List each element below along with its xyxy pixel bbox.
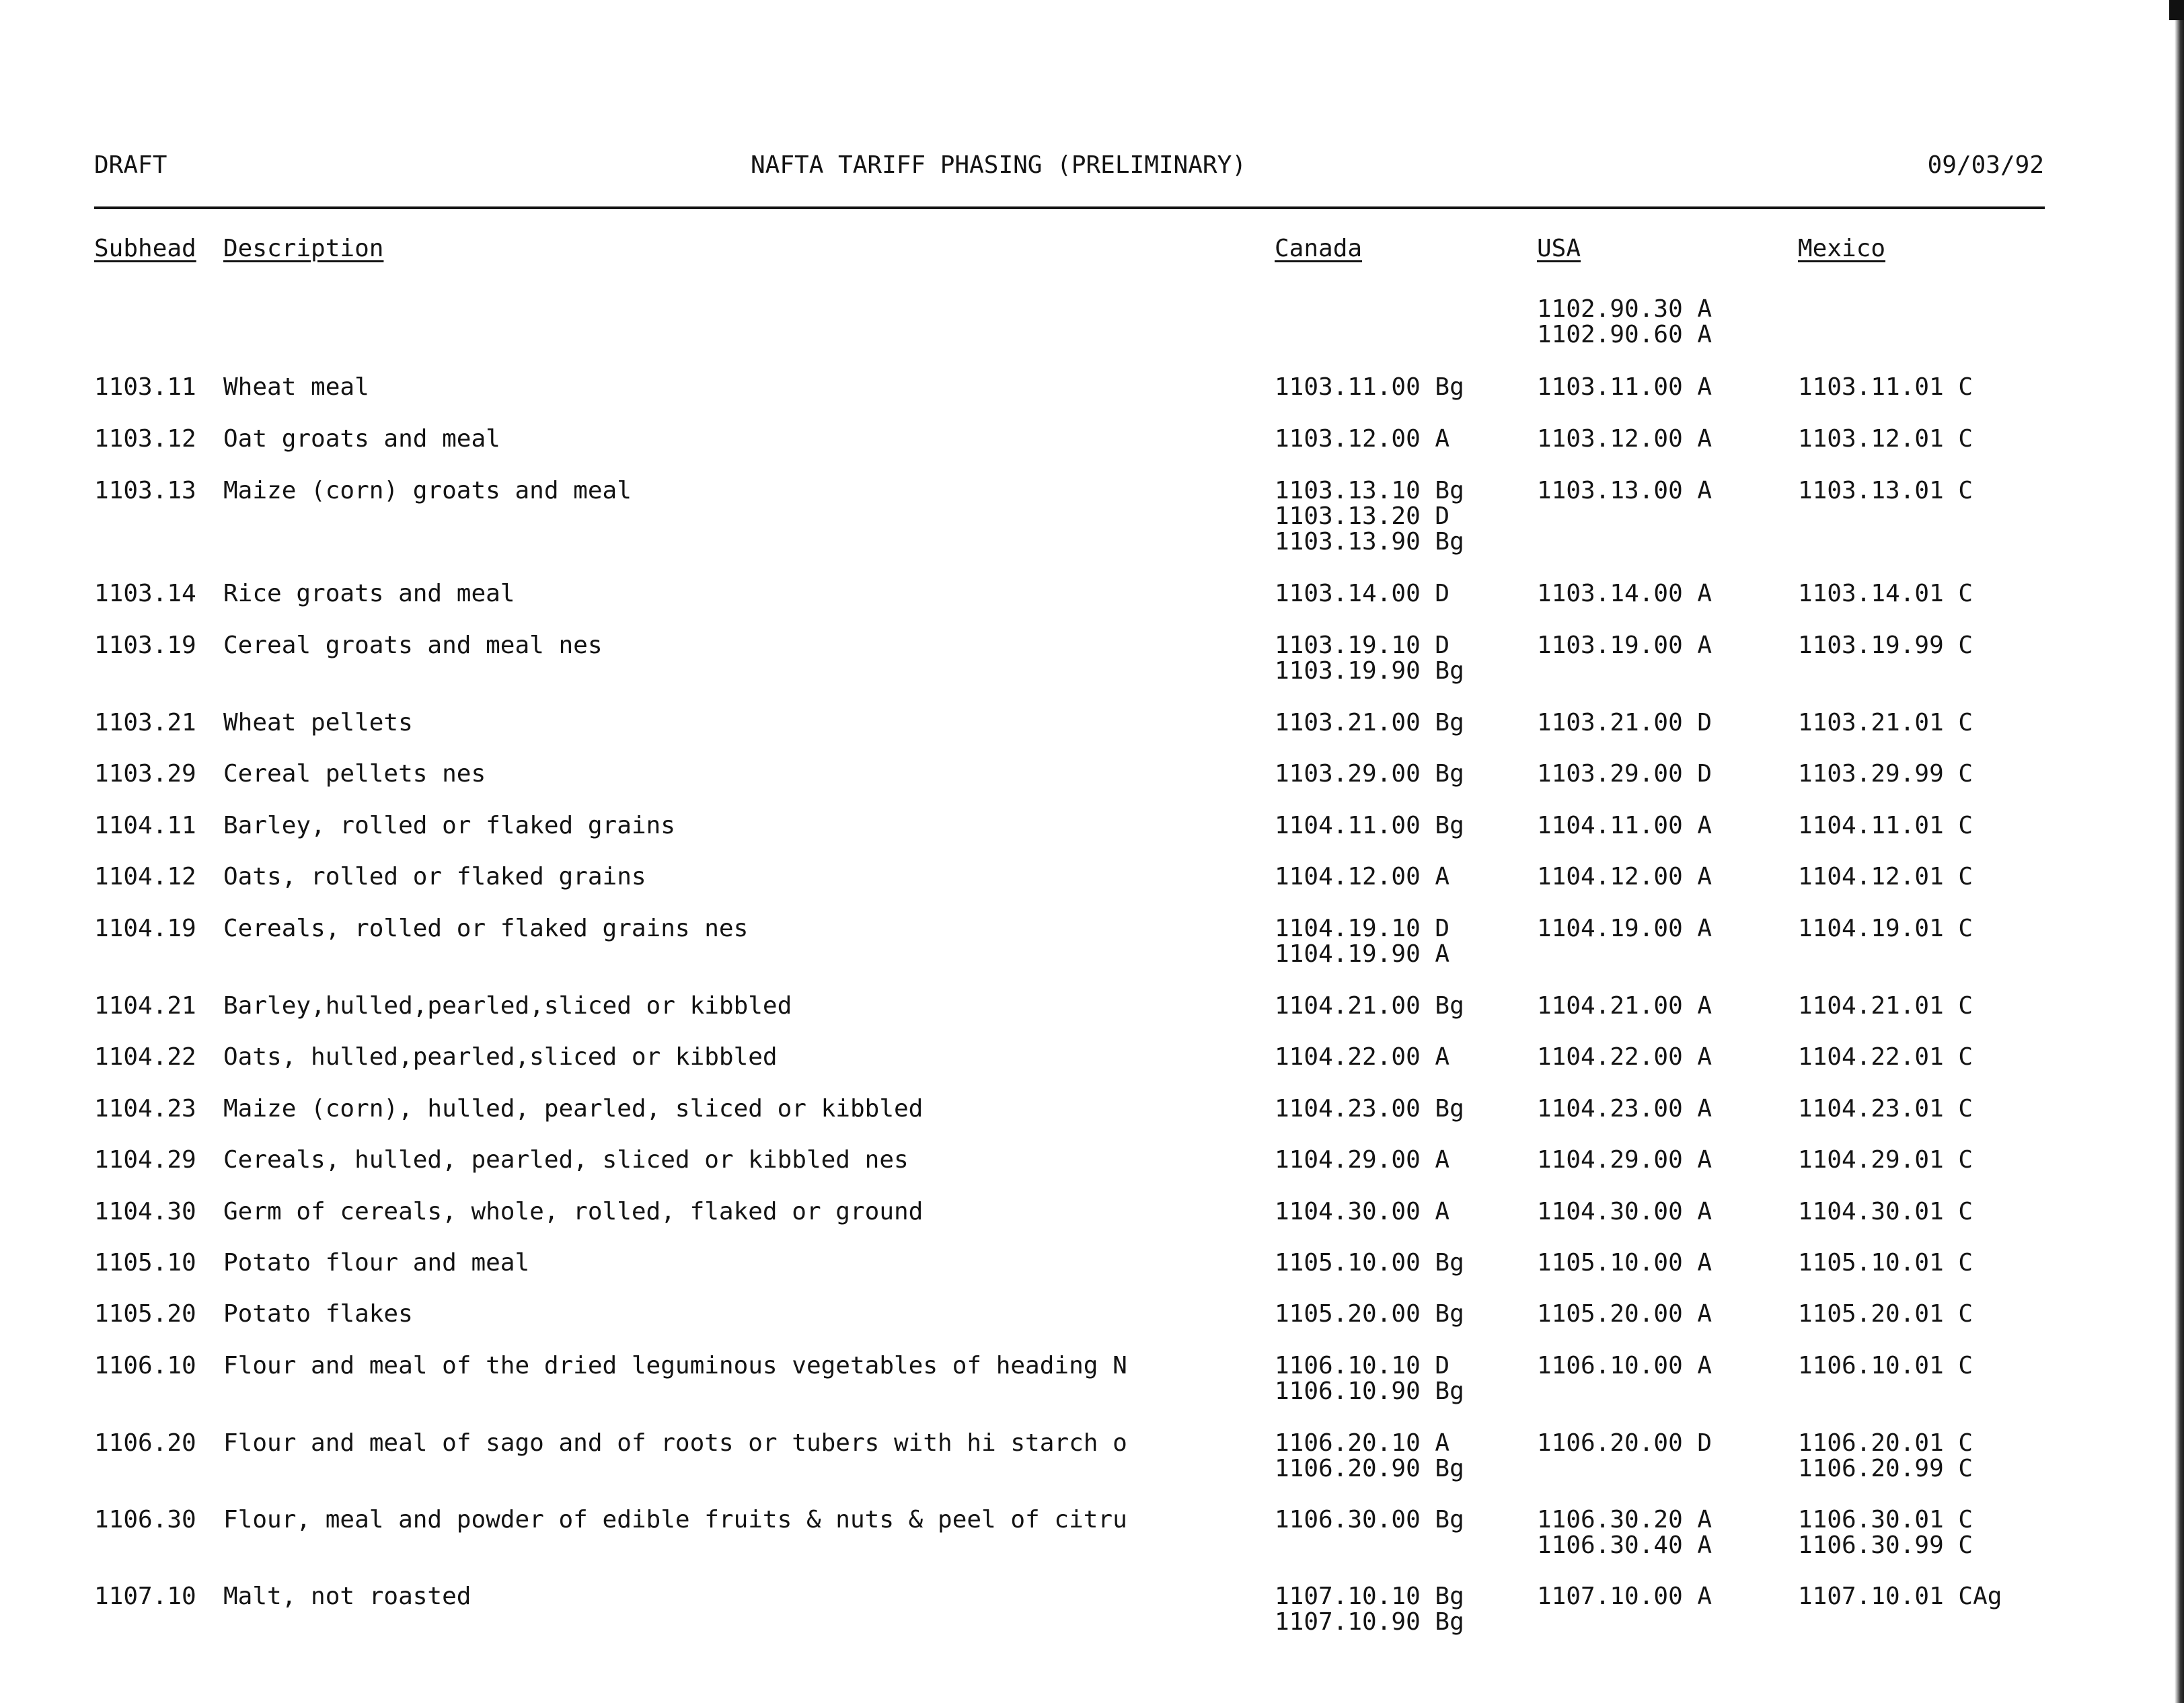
mexico-cell: 1104.21.01 C [1798,992,1973,1020]
usa-cell: 1104.19.00 A [1537,915,1712,942]
subhead-cell: 1106.30 [94,1506,196,1534]
column-header-canada: Canada [1275,235,1363,262]
date-label: 09/03/92 [1927,151,2044,179]
mexico-cell: 1103.29.99 C [1798,760,1973,788]
usa-cell: 1102.90.30 A 1102.90.60 A [1537,295,1712,348]
canada-cell: 1103.19.10 D 1103.19.90 Bg [1275,632,1464,685]
scan-corner-mark [2169,0,2184,20]
subhead-cell: 1104.30 [94,1198,196,1225]
subhead-cell: 1104.23 [94,1095,196,1123]
table-row [0,1147,2184,1201]
canada-cell: 1104.22.00 A [1275,1043,1450,1071]
description-cell: Oats, hulled,pearled,sliced or kibbled [223,1045,778,1070]
usa-cell: 1104.23.00 A [1537,1095,1712,1123]
subhead-cell: 1104.29 [94,1146,196,1174]
column-header-usa: USA [1537,235,1581,262]
description-cell: Flour and meal of the dried leguminous vegetables of heading N [223,1353,1127,1379]
table-row [0,813,2184,867]
table-row [0,1301,2184,1355]
usa-cell: 1104.11.00 A [1537,812,1712,839]
column-header-subhead: Subhead [94,235,196,262]
description-cell: Maize (corn), hulled, pearled, sliced or kibbled [223,1096,924,1122]
usa-cell: 1106.30.20 A 1106.30.40 A [1537,1506,1712,1559]
table-row [0,1045,2184,1098]
usa-cell: 1103.29.00 D [1537,760,1712,788]
canada-cell: 1105.20.00 Bg [1275,1300,1464,1328]
canada-cell: 1103.14.00 D [1275,580,1450,607]
usa-cell: 1103.21.00 D [1537,709,1712,736]
mexico-cell: 1106.20.01 C 1106.20.99 C [1798,1429,1973,1482]
mexico-cell: 1104.22.01 C [1798,1043,1973,1071]
description-cell: Oats, rolled or flaked grains [223,864,646,890]
canada-cell: 1104.29.00 A [1275,1146,1450,1174]
header-rule [94,206,2045,209]
subhead-cell: 1104.22 [94,1043,196,1071]
usa-cell: 1104.30.00 A [1537,1198,1712,1225]
canada-cell: 1104.12.00 A [1275,863,1450,891]
description-cell: Flour and meal of sago and of roots or tubers with hi starch o [223,1431,1127,1456]
canada-cell: 1103.12.00 A [1275,425,1450,453]
subhead-cell: 1104.21 [94,992,196,1020]
mexico-cell: 1103.21.01 C [1798,709,1973,736]
description-cell: Barley,hulled,pearled,sliced or kibbled [223,993,792,1019]
table-row [0,864,2184,918]
mexico-cell: 1105.20.01 C [1798,1300,1973,1328]
table-row [0,1096,2184,1150]
description-cell: Cereal groats and meal nes [223,633,603,658]
usa-cell: 1104.29.00 A [1537,1146,1712,1174]
description-cell: Cereals, rolled or flaked grains nes [223,916,749,942]
description-cell: Wheat meal [223,375,369,400]
subhead-cell: 1103.13 [94,477,196,504]
description-cell: Maize (corn) groats and meal [223,478,632,504]
table-row [0,710,2184,764]
description-cell: Malt, not roasted [223,1584,472,1610]
mexico-cell: 1104.12.01 C [1798,863,1973,891]
draft-label: DRAFT [94,151,167,179]
table-row [0,297,2184,350]
usa-cell: 1105.20.00 A [1537,1300,1712,1328]
usa-cell: 1103.14.00 A [1537,580,1712,607]
table-row [0,633,2184,687]
column-header-description: Description [223,235,384,262]
table-row [0,761,2184,815]
table-row [0,1250,2184,1304]
usa-cell: 1104.22.00 A [1537,1043,1712,1071]
mexico-cell: 1103.14.01 C [1798,580,1973,607]
description-cell: Cereals, hulled, pearled, sliced or kibbled nes [223,1147,909,1173]
mexico-cell: 1106.30.01 C 1106.30.99 C [1798,1506,1973,1559]
subhead-cell: 1105.10 [94,1249,196,1277]
usa-cell: 1104.12.00 A [1537,863,1712,891]
page-title: NAFTA TARIFF PHASING (PRELIMINARY) [751,151,1246,179]
mexico-cell: 1104.29.01 C [1798,1146,1973,1174]
table-row [0,581,2184,635]
usa-cell: 1103.12.00 A [1537,425,1712,453]
usa-cell: 1103.11.00 A [1537,373,1712,401]
mexico-cell: 1103.19.99 C [1798,632,1973,659]
subhead-cell: 1104.11 [94,812,196,839]
subhead-cell: 1103.29 [94,760,196,788]
subhead-cell: 1103.19 [94,632,196,659]
description-cell: Potato flour and meal [223,1250,530,1276]
table-row [0,426,2184,480]
table-row [0,375,2184,428]
subhead-cell: 1103.11 [94,373,196,401]
table-row [0,1199,2184,1253]
description-cell: Potato flakes [223,1301,413,1327]
mexico-cell: 1104.23.01 C [1798,1095,1973,1123]
subhead-cell: 1104.19 [94,915,196,942]
canada-cell: 1106.20.10 A 1106.20.90 Bg [1275,1429,1464,1482]
table-row [0,916,2184,970]
canada-cell: 1104.21.00 Bg [1275,992,1464,1020]
table-row [0,1584,2184,1638]
mexico-cell: 1103.12.01 C [1798,425,1973,453]
subhead-cell: 1103.21 [94,709,196,736]
mexico-cell: 1106.10.01 C [1798,1352,1973,1379]
mexico-cell: 1104.30.01 C [1798,1198,1973,1225]
column-header-mexico: Mexico [1798,235,1886,262]
canada-cell: 1104.23.00 Bg [1275,1095,1464,1123]
usa-cell: 1106.10.00 A [1537,1352,1712,1379]
table-row [0,477,2184,556]
description-cell: Barley, rolled or flaked grains [223,813,675,839]
mexico-cell: 1107.10.01 CAg [1798,1583,2002,1610]
canada-cell: 1106.10.10 D 1106.10.90 Bg [1275,1352,1464,1405]
usa-cell: 1103.19.00 A [1537,632,1712,659]
canada-cell: 1104.19.10 D 1104.19.90 A [1275,915,1450,968]
table-row [0,1507,2184,1561]
mexico-cell: 1104.11.01 C [1798,812,1973,839]
usa-cell: 1104.21.00 A [1537,992,1712,1020]
canada-cell: 1107.10.10 Bg 1107.10.90 Bg [1275,1583,1464,1636]
mexico-cell: 1103.13.01 C [1798,477,1973,504]
canada-cell: 1103.13.10 Bg 1103.13.20 D 1103.13.90 Bg [1275,477,1464,556]
description-cell: Wheat pellets [223,710,413,736]
canada-cell: 1104.11.00 Bg [1275,812,1464,839]
canada-cell: 1103.11.00 Bg [1275,373,1464,401]
subhead-cell: 1105.20 [94,1300,196,1328]
table-row [0,993,2184,1047]
description-cell: Germ of cereals, whole, rolled, flaked or ground [223,1199,924,1225]
subhead-cell: 1106.10 [94,1352,196,1379]
mexico-cell: 1104.19.01 C [1798,915,1973,942]
usa-cell: 1106.20.00 D [1537,1429,1712,1457]
description-cell: Rice groats and meal [223,581,515,607]
description-cell: Flour, meal and powder of edible fruits & nuts & peel of citru [223,1507,1127,1533]
canada-cell: 1106.30.00 Bg [1275,1506,1464,1534]
table-row [0,1353,2184,1407]
usa-cell: 1103.13.00 A [1537,477,1712,504]
mexico-cell: 1103.11.01 C [1798,373,1973,401]
scan-edge-shadow [2175,0,2184,1703]
subhead-cell: 1107.10 [94,1583,196,1610]
subhead-cell: 1103.14 [94,580,196,607]
usa-cell: 1105.10.00 A [1537,1249,1712,1277]
description-cell: Cereal pellets nes [223,761,486,787]
usa-cell: 1107.10.00 A [1537,1583,1712,1610]
mexico-cell: 1105.10.01 C [1798,1249,1973,1277]
subhead-cell: 1104.12 [94,863,196,891]
canada-cell: 1103.29.00 Bg [1275,760,1464,788]
canada-cell: 1103.21.00 Bg [1275,709,1464,736]
canada-cell: 1105.10.00 Bg [1275,1249,1464,1277]
subhead-cell: 1103.12 [94,425,196,453]
description-cell: Oat groats and meal [223,426,500,452]
subhead-cell: 1106.20 [94,1429,196,1457]
table-row [0,1431,2184,1484]
canada-cell: 1104.30.00 A [1275,1198,1450,1225]
